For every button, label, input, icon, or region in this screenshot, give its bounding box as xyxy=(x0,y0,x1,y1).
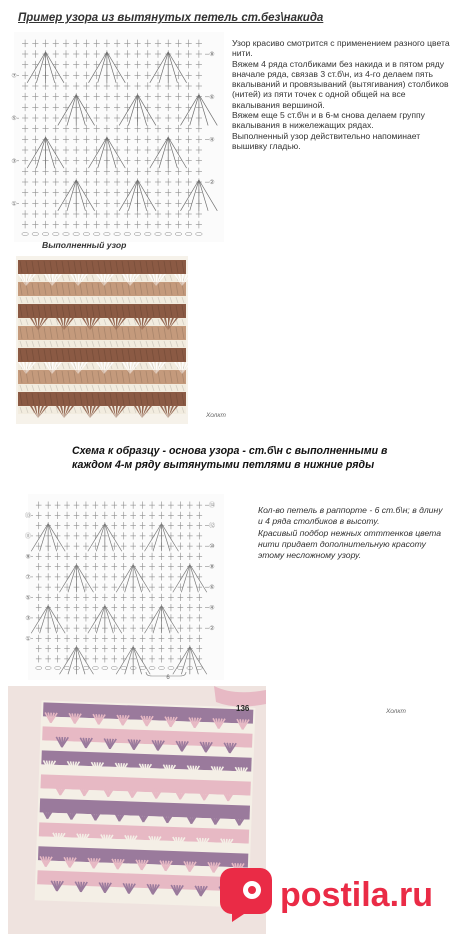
section2-desc-p1: Кол-во петель в раппорте - 6 ст.б\н; в длину и 4 ряда столбиков в высоту. xyxy=(258,505,443,527)
crochet-chart-2 xyxy=(24,494,224,681)
section2-desc-p2: Красивый подбор нежных отттенков цвета нити придает дополнительную красоту этому несложному узору. xyxy=(258,527,441,561)
chart-row-numbers xyxy=(11,51,214,207)
signature-2: Холкт xyxy=(386,708,406,715)
repeat-bracket xyxy=(146,672,186,681)
chart-row-numbers xyxy=(25,501,215,642)
section2-title: Схема к образцу - основа узора - ст.б\н с выполненными в каждом 4-м ряду вытянутыми петлями в нижние ряды xyxy=(72,445,388,471)
postila-watermark-text: postila.ru xyxy=(280,876,434,914)
repeat-label: 6 xyxy=(166,675,170,681)
chart-row-number: ⑤ xyxy=(25,595,31,602)
chart-row-number: ⑭ xyxy=(208,503,216,510)
postila-watermark xyxy=(222,856,458,926)
chart-row-number: ③ xyxy=(11,158,17,165)
chart-row-number: ③ xyxy=(25,615,31,622)
section1-desc-p2: Вяжем 4 ряда столбиками без накида и в пятом ряду вначале ряда, связав 3 ст.б\н, из 4-го делаем пять вкалываний и провязываний (вытягивания) столбиков (нитей) из пяти точек с одной общей на все вкалывания вершиной. xyxy=(232,58,449,110)
chart-row-number: ⑧ xyxy=(209,52,215,59)
postila-logo-icon xyxy=(220,868,272,922)
chart-row-number: ① xyxy=(11,201,17,208)
swatch-page-number: 136 xyxy=(236,704,250,713)
chart-row-number: ② xyxy=(209,626,215,633)
chart-row-number: ⑦ xyxy=(11,73,17,80)
section1-desc-p4: Выполненный узор действительно напоминает вышивку гладью. xyxy=(232,130,421,151)
chart-row-number: ⑪ xyxy=(24,533,32,540)
chart-row-number: ⑥ xyxy=(209,585,215,592)
section1-desc-p3: Вяжем еще 5 ст.б\н и в 6-м снова делаем группу вкалывания в нижележащих рядах. xyxy=(232,110,425,131)
chart-row-number: ⑫ xyxy=(208,523,216,530)
chart-row-number: ④ xyxy=(209,137,215,144)
chart-row-number: ⑥ xyxy=(209,94,215,101)
chart-row-number: ① xyxy=(25,636,31,643)
chart-row-number: ⑤ xyxy=(11,116,17,123)
section1-title: Пример узора из вытянутых петель ст.без\накида xyxy=(18,12,324,24)
section1-desc-p1: Узор красиво смотрится с применением разного цвета нити. xyxy=(232,38,450,59)
chart-row-number: ② xyxy=(209,180,215,187)
chart-row-number: ⑬ xyxy=(24,513,32,520)
section1-description xyxy=(232,38,454,151)
crochet-chart-1 xyxy=(11,32,224,242)
chart-row-number: ⑦ xyxy=(25,574,31,581)
finished-pattern-caption: Выполненный узор xyxy=(42,240,127,250)
chart-row-number: ⑨ xyxy=(25,554,31,561)
knitted-swatch-photo-1 xyxy=(16,256,188,424)
signature-1: Холкт xyxy=(206,412,226,419)
chart-row-number: ④ xyxy=(209,605,215,612)
chart-row-number: ⑩ xyxy=(209,544,215,551)
section2-description xyxy=(258,505,443,561)
swatch1-stripes xyxy=(18,260,186,414)
chart-row-number: ⑧ xyxy=(209,564,215,571)
